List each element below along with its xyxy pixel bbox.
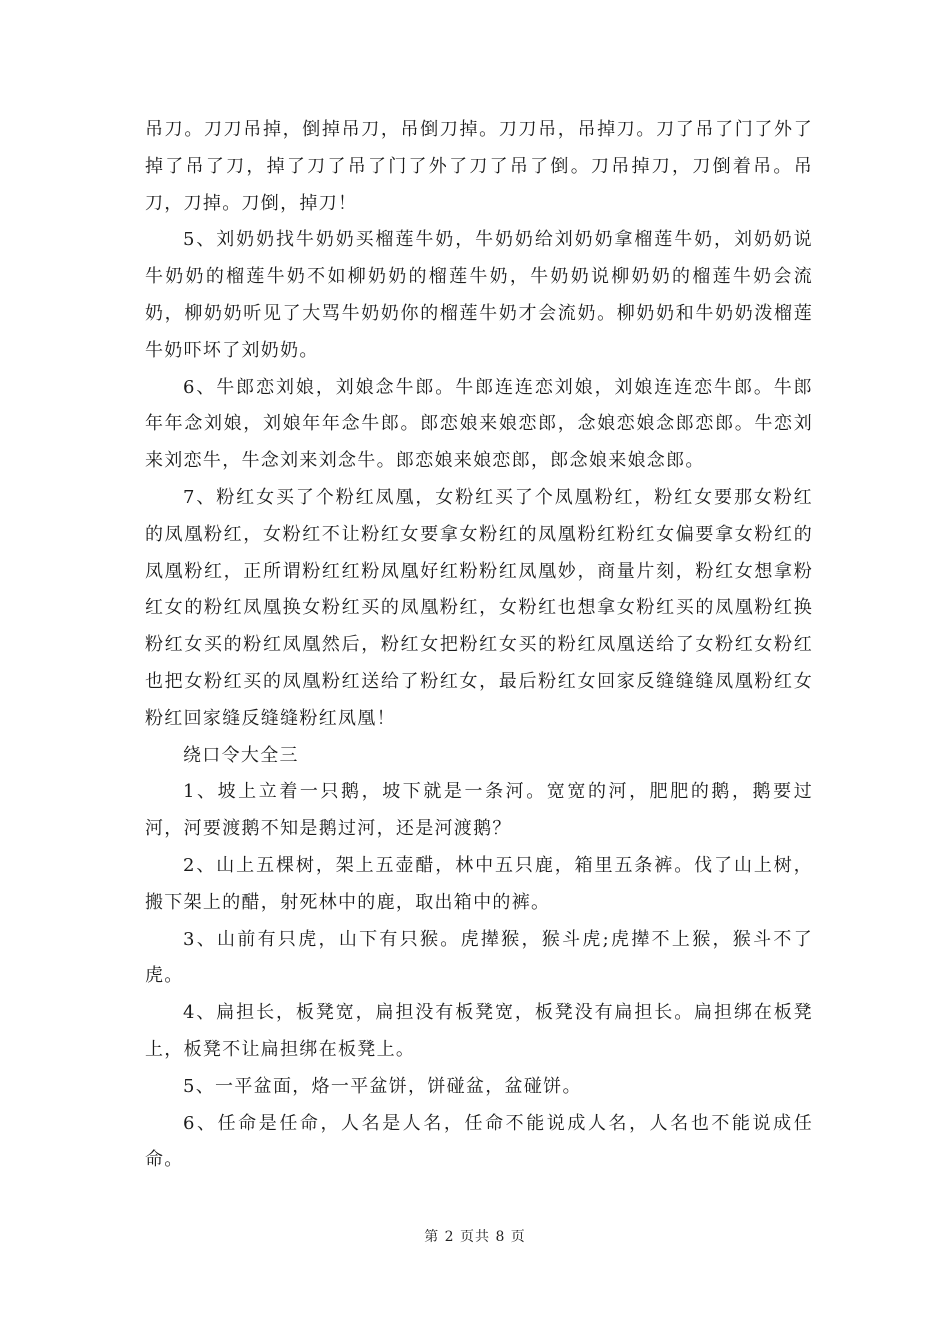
page-footer xyxy=(0,1226,950,1246)
paragraph-item-2: 2、山上五棵树，架上五壶醋，林中五只鹿，箱里五条裤。伐了山上树，搬下架上的醋，射死林中的鹿，取出箱中的裤。 xyxy=(145,854,813,913)
paragraph-item-6b: 6、任命是任命，人名是人名，任命不能说成人名，人名也不能说成任命。 xyxy=(145,1112,813,1171)
section-heading: 绕口令大全三 xyxy=(183,744,299,766)
paragraph-item-6: 6、牛郎恋刘娘，刘娘念牛郎。牛郎连连恋刘娘，刘娘连连恋牛郎。牛郎年年念刘娘，刘娘年年念牛郎。郎恋娘来娘恋郎，念娘恋娘念郎恋郎。牛恋刘来刘恋牛，牛念刘来刘念牛。郎恋娘来娘恋郎，郎念娘来娘念郎。 xyxy=(145,376,813,472)
paragraph-item-5b: 5、一平盆面，烙一平盆饼，饼碰盆，盆碰饼。 xyxy=(183,1075,582,1097)
paragraph-item-7: 7、粉红女买了个粉红凤凰，女粉红买了个凤凰粉红，粉红女要那女粉红的凤凰粉红，女粉红不让粉红女要拿女粉红的凤凰粉红粉红女偏要拿女粉红的凤凰粉红，正所谓粉红红粉凤凰好红粉粉红凤凰妙，商量片刻，粉红女想拿粉红女的粉红凤凰换女粉红买的凤凰粉红，女粉红也想拿女粉红买的凤凰粉红换粉红女买的粉红凤凰然后，粉红女把粉红女买的粉红凤凰送给了女粉红女粉红也把女粉红买的凤凰粉红送给了粉红女，最后粉红女回家反缝缝缝凤凰粉红女粉红回家缝反缝缝粉红凤凰！ xyxy=(145,486,813,729)
document-body xyxy=(145,112,813,1179)
paragraph-item-5: 5、刘奶奶找牛奶奶买榴莲牛奶，牛奶奶给刘奶奶拿榴莲牛奶，刘奶奶说牛奶奶的榴莲牛奶不如柳奶奶的榴莲牛奶，牛奶奶说柳奶奶的榴莲牛奶会流奶，柳奶奶听见了大骂牛奶奶你的榴莲牛奶才会流奶。柳奶奶和牛奶奶泼榴莲牛奶吓坏了刘奶奶。 xyxy=(145,229,813,361)
paragraph-item-1: 1、坡上立着一只鹅，坡下就是一条河。宽宽的河，肥肥的鹅，鹅要过河，河要渡鹅不知是鹅过河，还是河渡鹅？ xyxy=(145,781,813,840)
paragraph-item-3: 3、山前有只虎，山下有只猴。虎撵猴，猴斗虎;虎撵不上猴，猴斗不了虎。 xyxy=(145,928,813,987)
paragraph-item-4: 4、扁担长，板凳宽，扁担没有板凳宽，板凳没有扁担长。扁担绑在板凳上，板凳不让扁担绑在板凳上。 xyxy=(145,1002,813,1060)
paragraph-continuation: 吊刀。刀刀吊掉，倒掉吊刀，吊倒刀掉。刀刀吊，吊掉刀。刀了吊了门了外了掉了吊了刀，掉了刀了吊了门了外了刀了吊了倒。刀吊掉刀，刀倒着吊。吊刀，刀掉。刀倒，掉刀！ xyxy=(145,119,813,214)
page-number: 第 2 页共 8 页 xyxy=(424,1229,526,1245)
